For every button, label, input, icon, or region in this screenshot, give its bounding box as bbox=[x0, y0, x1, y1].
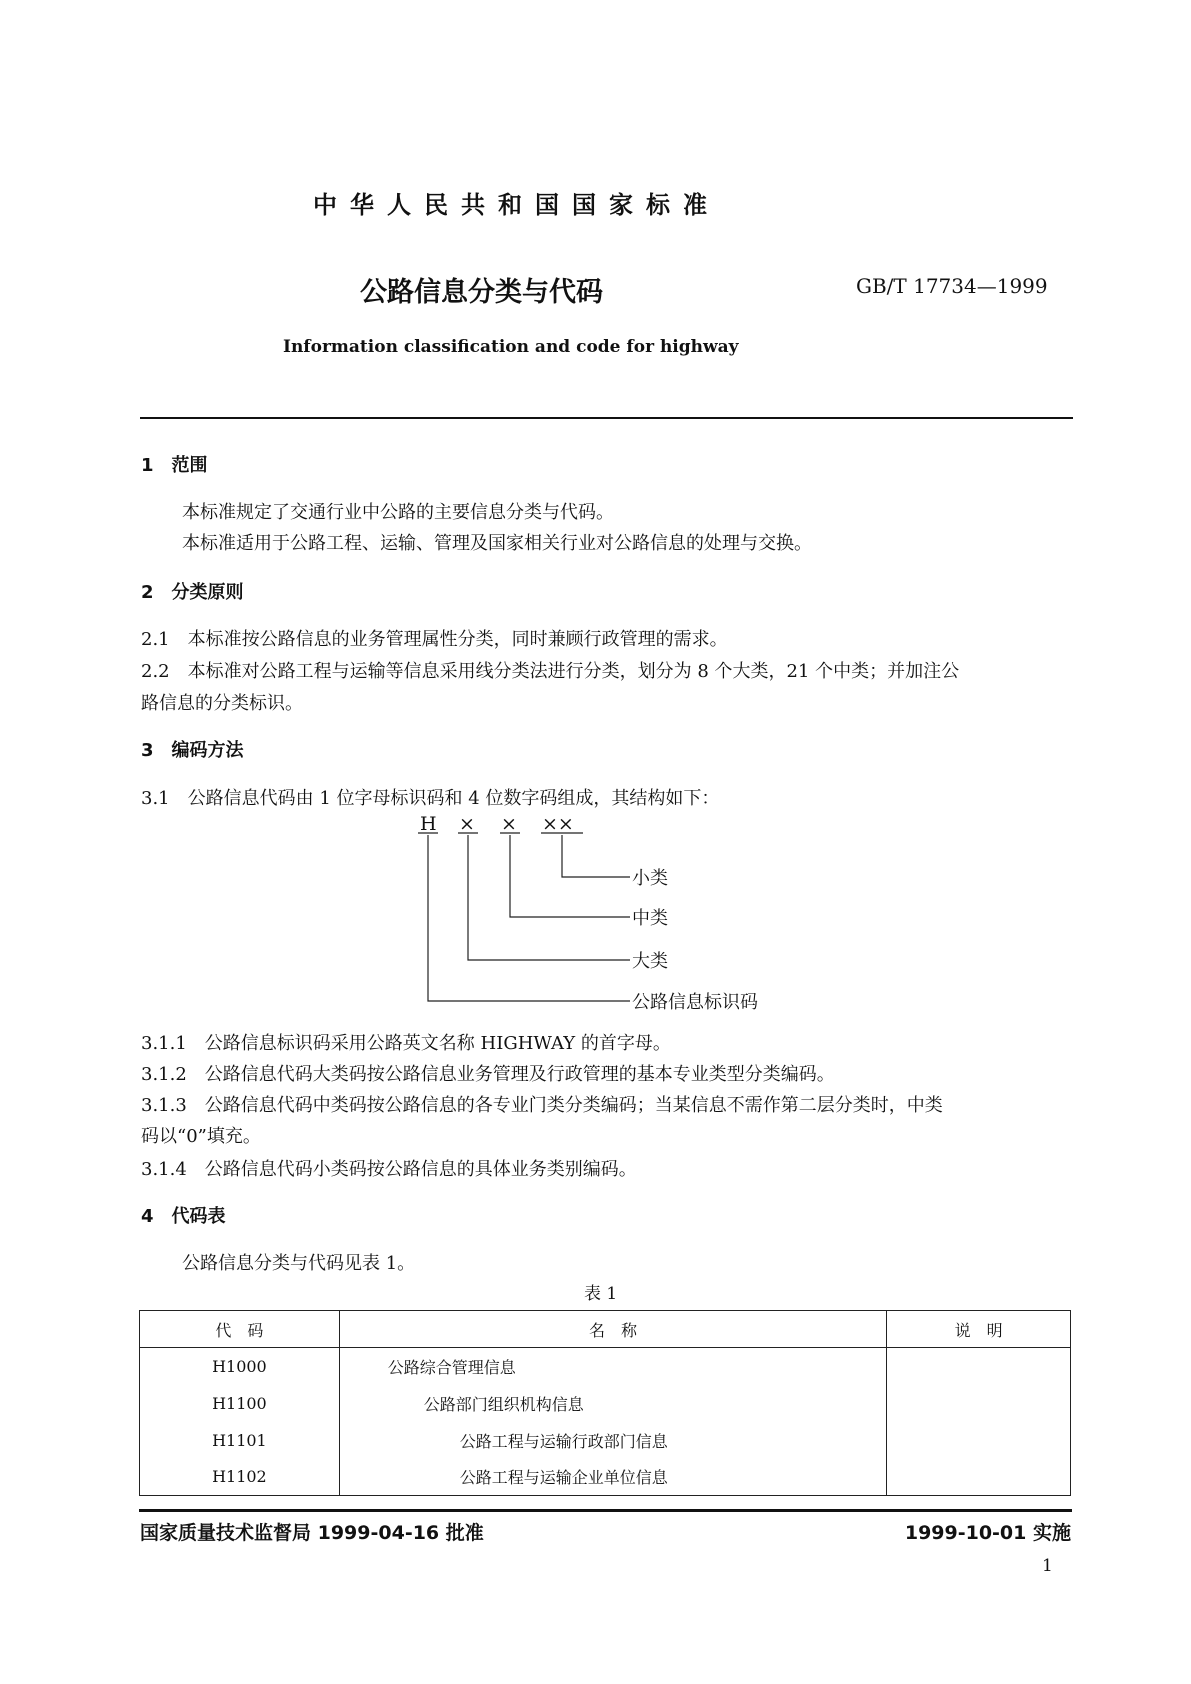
paragraph: 公路信息分类与代码见表 1。 bbox=[182, 1253, 416, 1274]
section-title: 编码方法 bbox=[171, 740, 244, 761]
cell-note bbox=[887, 1459, 1071, 1496]
cell-code: H1100 bbox=[140, 1385, 340, 1422]
diagram-label-large: 大类 bbox=[632, 951, 668, 972]
paragraph: 3.1.2 公路信息代码大类码按公路信息业务管理及行政管理的基本专业类型分类编码。 bbox=[141, 1064, 835, 1085]
code-table bbox=[139, 1310, 1071, 1496]
section-number: 2 bbox=[141, 582, 154, 603]
diagram-label-small: 小类 bbox=[632, 868, 668, 889]
approval-info: 国家质量技术监督局 1999-04-16 批准 bbox=[140, 1522, 484, 1544]
diagram-h: H bbox=[420, 813, 437, 835]
section-number: 4 bbox=[141, 1206, 154, 1227]
national-standard-heading: 中华人民共和国国家标准 bbox=[313, 191, 720, 219]
diagram-x2: × bbox=[501, 813, 517, 835]
diagram-x3: ×× bbox=[542, 813, 574, 835]
cell-code: H1102 bbox=[140, 1459, 340, 1496]
diagram-label-identifier: 公路信息标识码 bbox=[632, 992, 758, 1013]
cell-name: 公路工程与运输企业单位信息 bbox=[339, 1459, 886, 1496]
paragraph: 路信息的分类标识。 bbox=[141, 693, 303, 714]
document-title: 公路信息分类与代码 bbox=[360, 277, 603, 308]
footer-divider bbox=[139, 1509, 1072, 1512]
paragraph: 本标准适用于公路工程、运输、管理及国家相关行业对公路信息的处理与交换。 bbox=[182, 533, 812, 554]
paragraph: 3.1.3 公路信息代码中类码按公路信息的各专业门类分类编码；当某信息不需作第二层分类时，中类 bbox=[141, 1095, 943, 1116]
section-number: 3 bbox=[141, 740, 154, 761]
header-note: 说 明 bbox=[887, 1311, 1071, 1348]
cell-code: H1000 bbox=[140, 1348, 340, 1385]
cell-name: 公路工程与运输行政部门信息 bbox=[339, 1422, 886, 1459]
paragraph: 本标准规定了交通行业中公路的主要信息分类与代码。 bbox=[182, 502, 614, 523]
diagram-x1: × bbox=[459, 813, 475, 835]
paragraph: 码以“0”填充。 bbox=[141, 1126, 261, 1147]
section-title: 分类原则 bbox=[171, 582, 244, 603]
cell-code: H1101 bbox=[140, 1422, 340, 1459]
cell-note bbox=[887, 1348, 1071, 1385]
english-title: Information classification and code for highway bbox=[283, 337, 739, 357]
table-row bbox=[140, 1385, 1071, 1422]
header-code: 代 码 bbox=[140, 1311, 340, 1348]
section-4-heading bbox=[141, 1208, 226, 1226]
table-caption: 表 1 bbox=[584, 1284, 618, 1304]
cell-name: 公路部门组织机构信息 bbox=[339, 1385, 886, 1422]
cell-note bbox=[887, 1422, 1071, 1459]
code-structure-diagram bbox=[0, 800, 1191, 1040]
diagram-label-middle: 中类 bbox=[632, 908, 668, 929]
paragraph: 3.1.4 公路信息代码小类码按公路信息的具体业务类别编码。 bbox=[141, 1159, 637, 1180]
table-row bbox=[140, 1459, 1071, 1496]
cell-note bbox=[887, 1385, 1071, 1422]
section-title: 代码表 bbox=[171, 1206, 226, 1227]
paragraph: 3.1 公路信息代码由 1 位字母标识码和 4 位数字码组成，其结构如下： bbox=[141, 788, 720, 809]
section-number: 1 bbox=[141, 455, 154, 476]
paragraph: 2.1 本标准按公路信息的业务管理属性分类，同时兼顾行政管理的需求。 bbox=[141, 629, 728, 650]
table-row bbox=[140, 1348, 1071, 1385]
header-name: 名 称 bbox=[339, 1311, 886, 1348]
effective-date: 1999-10-01 实施 bbox=[904, 1522, 1071, 1544]
section-3-heading bbox=[141, 742, 244, 760]
paragraph: 2.2 本标准对公路工程与运输等信息采用线分类法进行分类，划分为 8 个大类，21 个中类；并加注公 bbox=[141, 661, 960, 682]
table-header-row bbox=[140, 1311, 1071, 1348]
section-2-heading bbox=[141, 584, 244, 602]
page-number: 1 bbox=[1042, 1556, 1053, 1576]
standard-code: GB/T 17734—1999 bbox=[856, 274, 1048, 298]
section-title: 范围 bbox=[171, 455, 208, 476]
paragraph: 3.1.1 公路信息标识码采用公路英文名称 HIGHWAY 的首字母。 bbox=[141, 1033, 671, 1054]
header-divider bbox=[140, 417, 1073, 419]
table-row bbox=[140, 1422, 1071, 1459]
cell-name: 公路综合管理信息 bbox=[339, 1348, 886, 1385]
section-1-heading bbox=[141, 457, 208, 475]
